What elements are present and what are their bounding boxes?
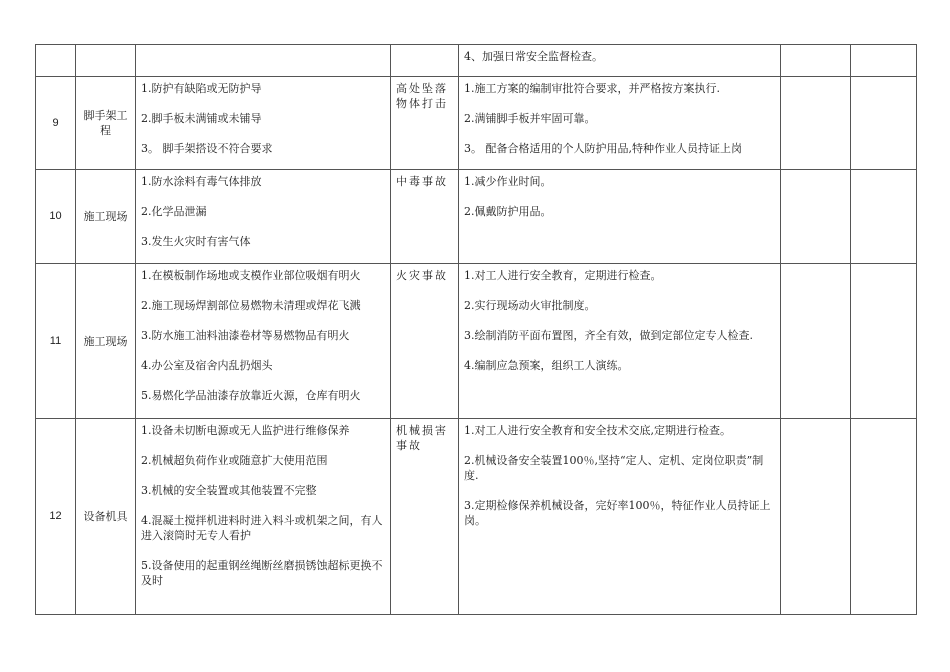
hazard-item: 4.办公室及宿舍内乱扔烟头 — [141, 359, 273, 372]
hazard-item: 2.脚手板未满铺或未铺导 — [141, 112, 262, 125]
project-label — [76, 57, 135, 65]
accident-type — [391, 77, 459, 170]
table-row — [36, 170, 917, 264]
hazard-factors — [136, 264, 391, 419]
measure-item: 1.减少作业时间。 — [464, 175, 552, 188]
table-row — [36, 419, 917, 615]
project-name — [76, 264, 136, 419]
hazard-factors — [136, 45, 391, 77]
project-label: 施工现场 — [83, 334, 128, 348]
accident-type — [391, 170, 459, 264]
measure-item: 4、加强日常安全监督检查。 — [464, 50, 603, 63]
control-measures — [459, 419, 781, 615]
accident-label: 火灾事故 — [396, 269, 448, 282]
accident-type — [391, 45, 459, 77]
measure-item: 3.定期检修保养机械设备，完好率100％，特征作业人员持证上岗。 — [464, 499, 771, 527]
empty-cell — [851, 264, 917, 419]
hazard-item: 4.混凝土搅拌机进料时进入料斗或机架之间，有人进入滚筒时无专人看护 — [141, 514, 383, 542]
hazard-item: 1.防护有缺陷或无防护导 — [141, 82, 262, 95]
empty-cell — [781, 77, 851, 170]
accident-type — [391, 264, 459, 419]
measure-item: 1.施工方案的编制审批符合要求，并严格按方案执行. — [464, 82, 720, 95]
measure-item: 1.对工人进行安全教育和安全技术交底,定期进行检查。 — [464, 424, 731, 437]
hazard-table — [35, 44, 917, 615]
hazard-item: 2.施工现场焊割部位易燃物未清理或焊花飞溅 — [141, 299, 361, 312]
hazard-factors — [136, 77, 391, 170]
accident-label — [391, 45, 458, 53]
measure-item: 2.满铺脚手板并牢固可靠。 — [464, 112, 596, 125]
hazard-item: 1.设备未切断电源或无人监护进行维修保养 — [141, 424, 350, 437]
row-number: 11 — [36, 264, 76, 419]
empty-cell — [851, 77, 917, 170]
row-number: 12 — [36, 419, 76, 615]
empty-cell — [781, 45, 851, 77]
control-measures — [459, 45, 781, 77]
measure-item: 3。 配备合格适用的个人防护用品,特种作业人员持证上岗 — [464, 142, 742, 155]
hazard-item: 3.防水施工油料油漆卷材等易燃物品有明火 — [141, 329, 350, 342]
row-number: 10 — [36, 170, 76, 264]
table-row — [36, 77, 917, 170]
hazard-item: 3。 脚手架搭设不符合要求 — [141, 142, 273, 155]
empty-cell — [781, 170, 851, 264]
hazard-item: 1.防水涂料有毒气体排放 — [141, 175, 262, 188]
accident-label: 中毒事故 — [396, 175, 448, 188]
accident-type — [391, 419, 459, 615]
row-number — [36, 45, 76, 77]
accident-label: 机械损害事故 — [396, 424, 448, 452]
hazard-factors — [136, 170, 391, 264]
hazard-item: 3.发生火灾时有害气体 — [141, 235, 251, 248]
measure-item: 2.机械设备安全装置100％,坚持“定人、定机、定岗位职责”制度. — [464, 454, 764, 482]
measure-item: 4.编制应急预案，组织工人演练。 — [464, 359, 629, 372]
project-name — [76, 170, 136, 264]
project-label: 设备机具 — [83, 510, 128, 523]
measure-item: 2.实行现场动火审批制度。 — [464, 299, 596, 312]
accident-label: 高处坠落物体打击 — [396, 82, 448, 110]
table-row — [36, 264, 917, 419]
hazard-item: 2.机械超负荷作业或随意扩大使用范围 — [141, 454, 328, 467]
project-label: 脚手架工程 — [83, 109, 128, 137]
empty-cell — [851, 419, 917, 615]
row-number: 9 — [36, 77, 76, 170]
project-name — [76, 77, 136, 170]
project-name — [76, 419, 136, 615]
measure-item: 3.绘制消防平面布置图，齐全有效，做到定部位定专人检查. — [464, 329, 753, 342]
empty-cell — [781, 419, 851, 615]
measure-item: 1.对工人进行安全教育，定期进行检查。 — [464, 269, 662, 282]
hazard-item: 3.机械的安全装置或其他装置不完整 — [141, 484, 317, 497]
control-measures — [459, 77, 781, 170]
project-label: 施工现场 — [83, 210, 128, 223]
control-measures — [459, 264, 781, 419]
project-name — [76, 45, 136, 77]
hazard-item: 2.化学品泄漏 — [141, 205, 207, 218]
empty-cell — [851, 170, 917, 264]
empty-cell — [851, 45, 917, 77]
control-measures — [459, 170, 781, 264]
hazard-item: 1.在模板制作场地或支模作业部位吸烟有明火 — [141, 269, 361, 282]
hazard-item: 5.设备使用的起重钢丝绳断丝磨损锈蚀超标更换不及时 — [141, 559, 383, 587]
hazard-item: 5.易燃化学品油漆存放靠近火源，仓库有明火 — [141, 389, 361, 402]
hazard-factors — [136, 419, 391, 615]
empty-cell — [781, 264, 851, 419]
table-row — [36, 45, 917, 77]
measure-item: 2.佩戴防护用品。 — [464, 205, 552, 218]
